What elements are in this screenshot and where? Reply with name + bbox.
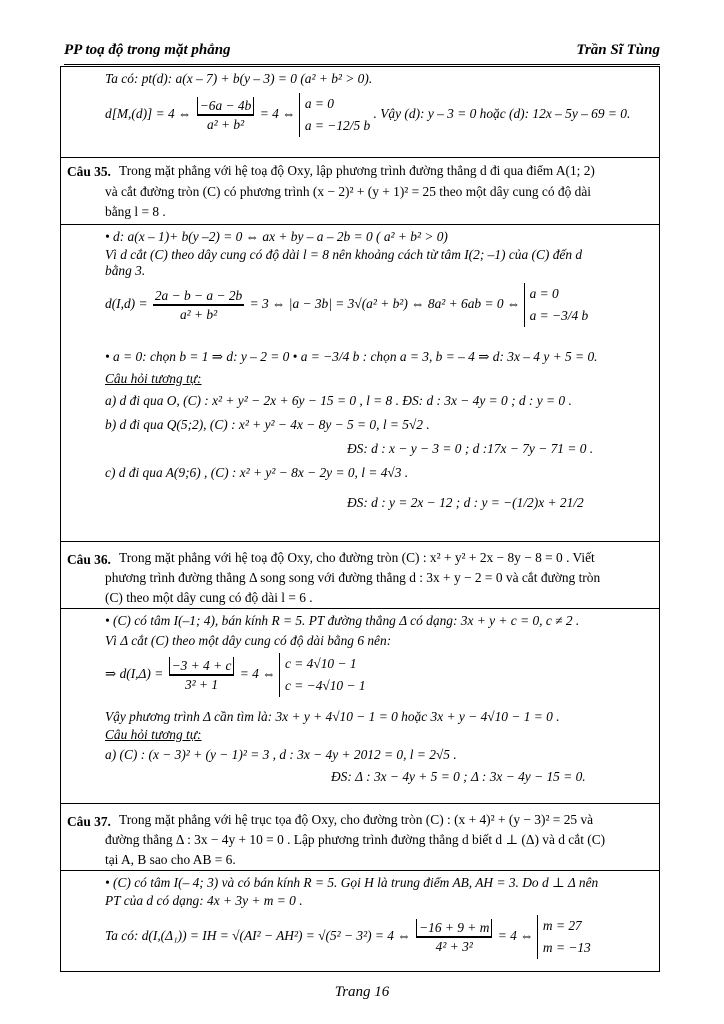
question-label: Câu 37. — [67, 814, 111, 829]
denominator: 4² + 3² — [416, 937, 492, 955]
question-text: và cắt đường tròn (C) có phương trình (x − 2)² + (y + 1)² = 25 theo một dây cung có độ dài — [105, 184, 592, 199]
question-37 — [61, 803, 659, 871]
formula-part: ⇒ d(I,Δ) = — [105, 666, 164, 682]
formula-line — [105, 653, 366, 697]
formula-part: d[M,(d)] = 4 ⇔ — [105, 106, 192, 122]
question-label: Câu 36. — [67, 552, 111, 567]
case-bracket — [279, 653, 366, 697]
question-text: phương trình đường thẳng Δ song song với đường thẳng d : 3x + y − 2 = 0 và cắt đường tròn — [105, 570, 601, 585]
solution-line: Ta có: pt(d): a(x – 7) + b(y – 3) = 0 (a² + b² > 0). — [105, 71, 373, 86]
similar-heading: Câu hỏi tương tự: — [105, 727, 202, 742]
page-number: Trang 16 — [334, 984, 390, 1000]
similar-item: a) d đi qua O, (C) : x² + y² − 2x + 6y − 15 = 0 , l = 8 . ĐS: d : 3x − 4y = 0 ; d : y = 0 . — [105, 393, 572, 408]
numerator: 2a − b − a − 2b — [154, 288, 243, 303]
formula-part: = 4 ⇔ — [239, 666, 276, 682]
formula-part: d(I,d) = — [105, 296, 148, 312]
case-item: a = −3/4 b — [529, 308, 589, 323]
case-item: c = −4√10 − 1 — [284, 678, 366, 693]
fraction — [153, 287, 244, 323]
numerator: −3 + 4 + c — [169, 657, 235, 675]
formula-line — [105, 915, 591, 959]
solution-line: Vì Δ cắt (C) theo một dây cung có độ dài bằng 6 nên: — [105, 633, 392, 648]
similar-answer: ĐS: d : y = 2x − 12 ; d : y = −(1/2)x + 21/2 — [347, 495, 584, 510]
case-item: a = −12/5 b — [304, 118, 371, 133]
case-item: m = −13 — [542, 940, 591, 955]
question-text: (C) theo một dây cung có độ dài l = 6 . — [105, 590, 313, 605]
fraction — [169, 657, 235, 693]
question-text: tại A, B sao cho AB = 6. — [105, 852, 236, 867]
fraction — [416, 919, 492, 955]
solution-line: Vậy phương trình Δ cần tìm là: 3x + y + 4√10 − 1 = 0 hoặc 3x + y − 4√10 − 1 = 0 . — [105, 709, 560, 724]
similar-item: a) (C) : (x − 3)² + (y − 1)² = 3 , d : 3x − 4y + 2012 = 0, l = 2√5 . — [105, 747, 457, 762]
question-text: Trong mặt phẳng với hệ trục tọa độ Oxy, cho đường tròn (C) : (x + 4)² + (y − 3)² = 25 và — [119, 812, 594, 827]
similar-answer: ĐS: d : x − y − 3 = 0 ; d :17x − 7y − 71 = 0 . — [347, 441, 594, 456]
case-item: m = 27 — [542, 918, 582, 933]
fraction — [197, 97, 255, 133]
similar-item: b) d đi qua Q(5;2), (C) : x² + y² − 4x − 8y − 5 = 0, l = 5√2 . — [105, 417, 430, 432]
solution-line: • (C) có tâm I(–1; 4), bán kính R = 5. PT đường thẳng Δ có dạng: 3x + y + c = 0, c ≠ 2 . — [105, 613, 580, 628]
solution-line: bằng 3. — [105, 263, 146, 278]
formula-part: = 3 ⇔ |a − 3b| = 3√(a² + b²) ⇔ 8a² + 6ab = 0 ⇔ — [249, 296, 521, 312]
solution-line: Vì d cắt (C) theo dây cung có độ dài l = 8 nên khoảng cách từ tâm I(2; –1) của (C) đến d — [105, 247, 583, 262]
case-item: a = 0 — [529, 286, 559, 301]
formula-part: = 4 ⇔ — [259, 106, 296, 122]
formula-part: = 4 ⇔ — [497, 928, 534, 944]
case-bracket — [524, 283, 589, 327]
numerator: −6a − 4b — [197, 97, 255, 115]
denominator: a² + b² — [153, 305, 244, 323]
numerator: −16 + 9 + m — [416, 919, 492, 937]
question-text: đường thẳng Δ : 3x − 4y + 10 = 0 . Lập phương trình đường thẳng d biết d ⊥ (Δ) và d cắt (C) — [105, 832, 606, 847]
question-36 — [61, 541, 659, 609]
formula-line — [105, 283, 588, 327]
similar-heading: Câu hỏi tương tự: — [105, 371, 202, 386]
formula-line — [105, 93, 630, 137]
solution-line: • (C) có tâm I(– 4; 3) và có bán kính R = 5. Gọi H là trung điểm AB, AH = 3. Do d ⊥ Δ nên — [105, 875, 599, 890]
header-title: PP toạ độ trong mặt phẳng — [64, 42, 231, 58]
case-bracket — [537, 915, 591, 959]
solution-line: • a = 0: chọn b = 1 ⇒ d: y – 2 = 0 • a = −3/4 b : chọn a = 3, b = – 4 ⇒ d: 3x – 4 y + 5 = 0. — [105, 349, 598, 364]
question-text: Trong mặt phẳng với hệ toạ độ Oxy, cho đường tròn (C) : x² + y² + 2x − 8y − 8 = 0 . Viết — [119, 550, 595, 565]
denominator: 3² + 1 — [169, 675, 235, 693]
formula-part: Ta có: d(I,(Δ₁)) = IH = √(AI² − AH²) = √(5² − 3²) = 4 ⇔ — [105, 928, 411, 944]
question-35 — [61, 157, 659, 225]
denominator: a² + b² — [197, 115, 255, 133]
case-item: c = 4√10 − 1 — [284, 656, 357, 671]
content-frame — [60, 66, 660, 972]
solution-line: PT của d có dạng: 4x + 3y + m = 0 . — [105, 893, 303, 908]
solution-line: • d: a(x – 1)+ b(y –2) = 0 ⇔ ax + by – a – 2b = 0 ( a² + b² > 0) — [105, 229, 448, 244]
formula-part: . Vậy (d): y – 3 = 0 hoặc (d): 12x – 5y – 69 = 0. — [373, 106, 631, 122]
case-item: a = 0 — [304, 96, 334, 111]
case-bracket — [299, 93, 370, 137]
question-text: bằng l = 8 . — [105, 204, 166, 219]
question-text: Trong mặt phẳng với hệ toạ độ Oxy, lập phương trình đường thẳng d đi qua điểm A(1; 2) — [119, 163, 595, 178]
question-label: Câu 35. — [67, 164, 111, 179]
header-author: Trần Sĩ Tùng — [576, 42, 660, 58]
page-header — [64, 38, 660, 65]
similar-item: c) d đi qua A(9;6) , (C) : x² + y² − 8x − 2y = 0, l = 4√3 . — [105, 465, 409, 480]
similar-answer: ĐS: Δ : 3x − 4y + 5 = 0 ; Δ : 3x − 4y − 15 = 0. — [331, 769, 586, 784]
